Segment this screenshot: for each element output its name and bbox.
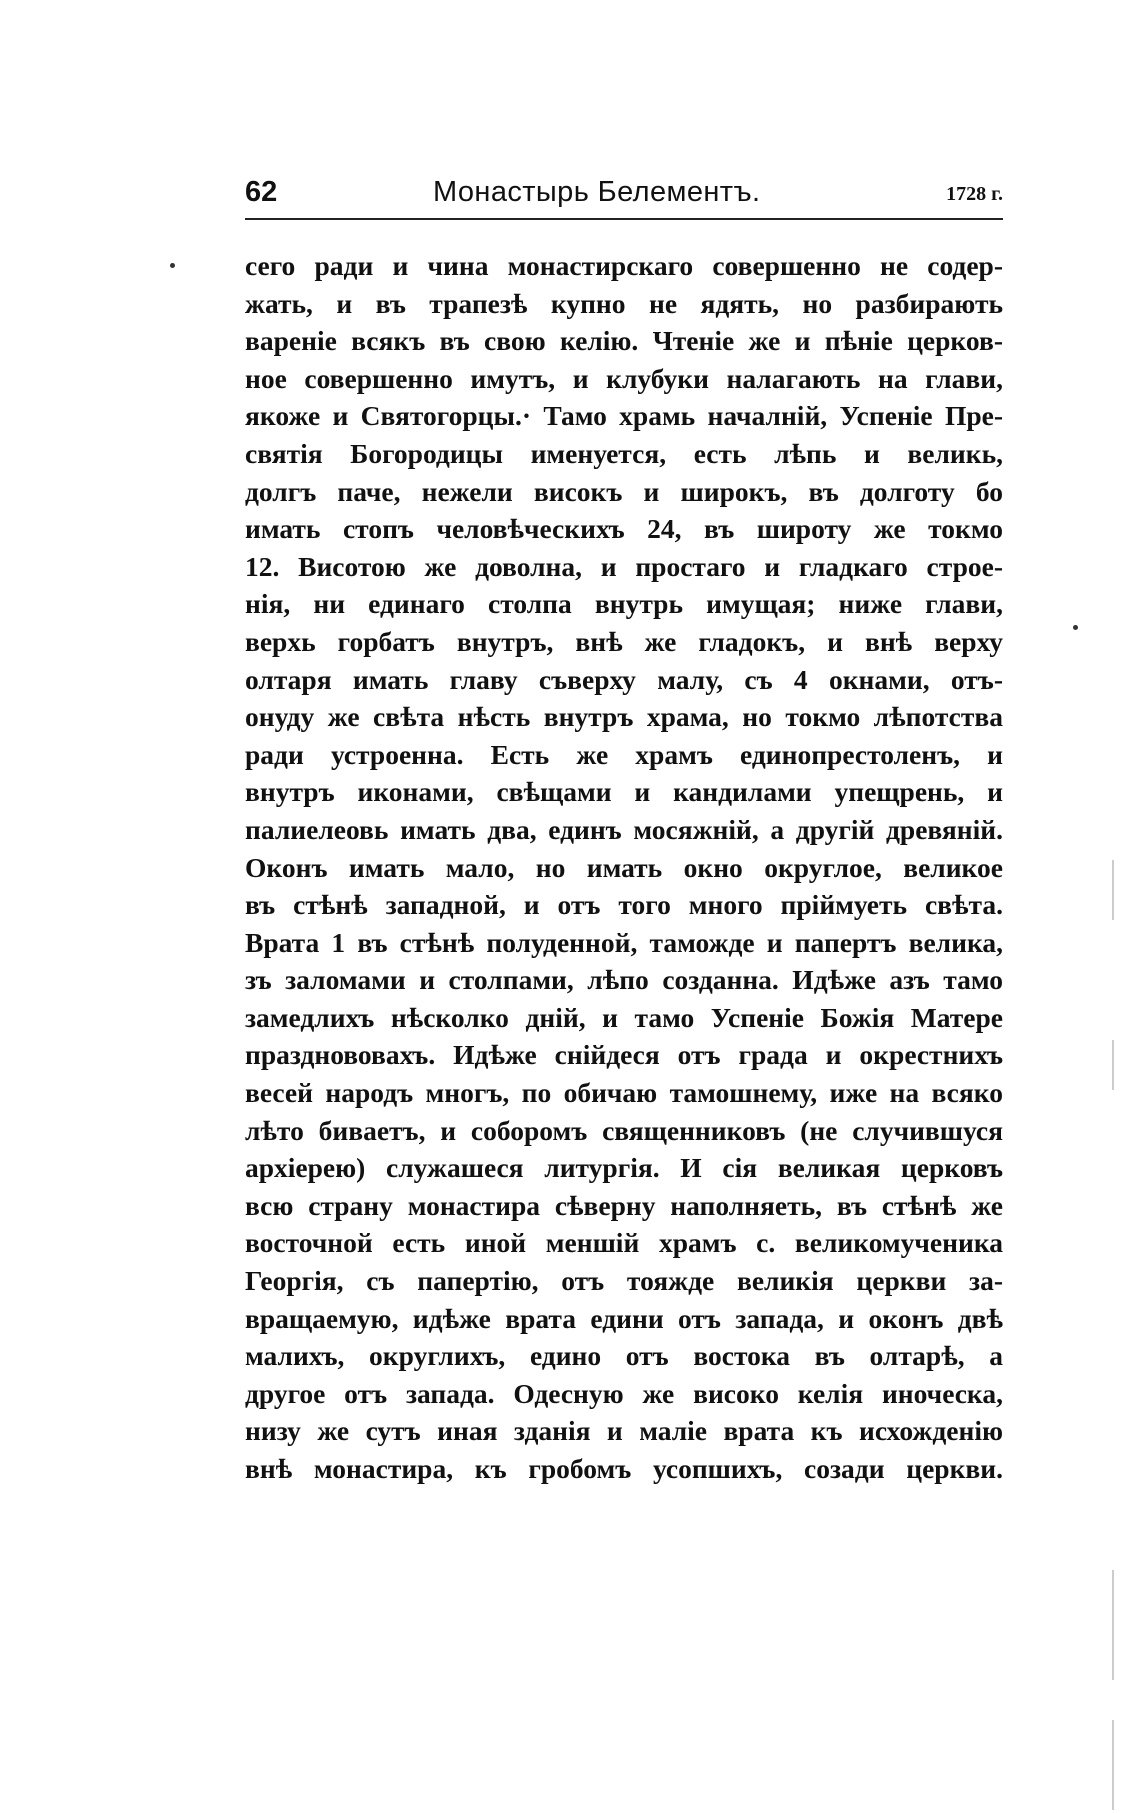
text-line: святія Богородицы именуется, есть лѣпь и великь, <box>245 437 1003 469</box>
text-line: малихъ, округлихъ, едино отъ востока въ олтарѣ, а <box>245 1340 1003 1372</box>
text-line: сего ради и чина монастирскаго совершенно не содер- <box>245 250 1003 281</box>
text-line: внутръ иконами, свѣщами и кандилами упещрень, и <box>245 776 1003 808</box>
scan-speck <box>1073 625 1078 630</box>
text-line: Оконъ имать мало, но имать окно округлое, великое <box>245 851 1003 883</box>
text-line: Георгія, съ папертію, отъ тояжде великія церкви за- <box>245 1265 1003 1297</box>
text-line: въ стѣнѣ западной, и отъ того много пріймуеть свѣта. <box>245 889 1003 921</box>
scan-edge-mark <box>1112 1720 1114 1810</box>
header-year: 1728 г. <box>946 183 1003 205</box>
scan-edge-mark <box>1112 1040 1114 1090</box>
text-line: восточной есть иной меншій храмъ с. великомученика <box>245 1227 1003 1259</box>
text-line: Врата 1 въ стѣнѣ полуденной, таможде и папертъ велика, <box>245 926 1003 958</box>
text-line: онуду же свѣта нѣсть внутръ храма, но токмо лѣпотства <box>245 701 1003 733</box>
header-rule <box>245 218 1003 220</box>
text-line: другое отъ запада. Одесную же високо келія иноческа, <box>245 1377 1003 1409</box>
text-line: якоже и Святогорцы.· Тамо храмь началній, Успеніе Пре- <box>245 400 1003 432</box>
running-title: Монастырь Белементъ. <box>433 176 761 208</box>
text-line: внѣ монастира, къ гробомъ усопшихъ, созади церкви. <box>245 1453 1003 1484</box>
scan-edge-mark <box>1112 1570 1114 1680</box>
text-line: архіерею) служашеся литургія. И сія великая церковъ <box>245 1152 1003 1184</box>
scan-edge-mark <box>1112 860 1114 920</box>
text-line: зъ заломами и столпами, лѣпо созданна. Идѣже азъ тамо <box>245 964 1003 996</box>
text-line: ради устроенна. Есть же храмъ единопрестоленъ, и <box>245 738 1003 770</box>
text-line: замедлихъ нѣсколко дній, и тамо Успеніе Божія Матере <box>245 1001 1003 1033</box>
text-line: вращаемую, идѣже врата едини отъ запада, и оконъ двѣ <box>245 1302 1003 1334</box>
text-line: празднововахъ. Идѣже снійдеся отъ града и окрестнихъ <box>245 1039 1003 1071</box>
scan-speck <box>170 263 175 268</box>
text-line: лѣто биваетъ, и соборомъ священниковъ (не случившуся <box>245 1114 1003 1146</box>
page-number: 62 <box>245 176 278 208</box>
text-line: имать стопъ человѣческихъ 24, въ широту же токмо <box>245 513 1003 545</box>
text-line: долгъ паче, нежели високъ и широкъ, въ долготу бо <box>245 475 1003 507</box>
text-line: всю страну монастира сѣверну наполняеть, въ стѣнѣ же <box>245 1189 1003 1221</box>
body-text <box>245 247 1003 1488</box>
text-line: палиелеовь имать два, единъ мосяжній, а другій древяній. <box>245 813 1003 845</box>
text-line: 12. Висотою же доволна, и простаго и гладкаго строе- <box>245 550 1003 582</box>
text-line: весей народъ многъ, по обичаю тамошнему, иже на всяко <box>245 1077 1003 1109</box>
text-line: верхь горбатъ внутръ, внѣ же гладокъ, и внѣ верху <box>245 625 1003 657</box>
text-line: ное совершенно имутъ, и клубуки налагають на глави, <box>245 362 1003 394</box>
text-line: вареніе всякъ въ свою келію. Чтеніе же и пѣніе церков- <box>245 325 1003 357</box>
text-line: низу же сутъ иная зданія и маліе врата къ исхожденію <box>245 1415 1003 1447</box>
text-line: нія, ни единаго столпа внутрь имущая; ниже глави, <box>245 588 1003 620</box>
page-header <box>245 170 1003 222</box>
text-line: жать, и въ трапезѣ купно не ядять, но разбирають <box>245 287 1003 319</box>
text-line: олтаря имать главу съверху малу, съ 4 окнами, отъ- <box>245 663 1003 695</box>
